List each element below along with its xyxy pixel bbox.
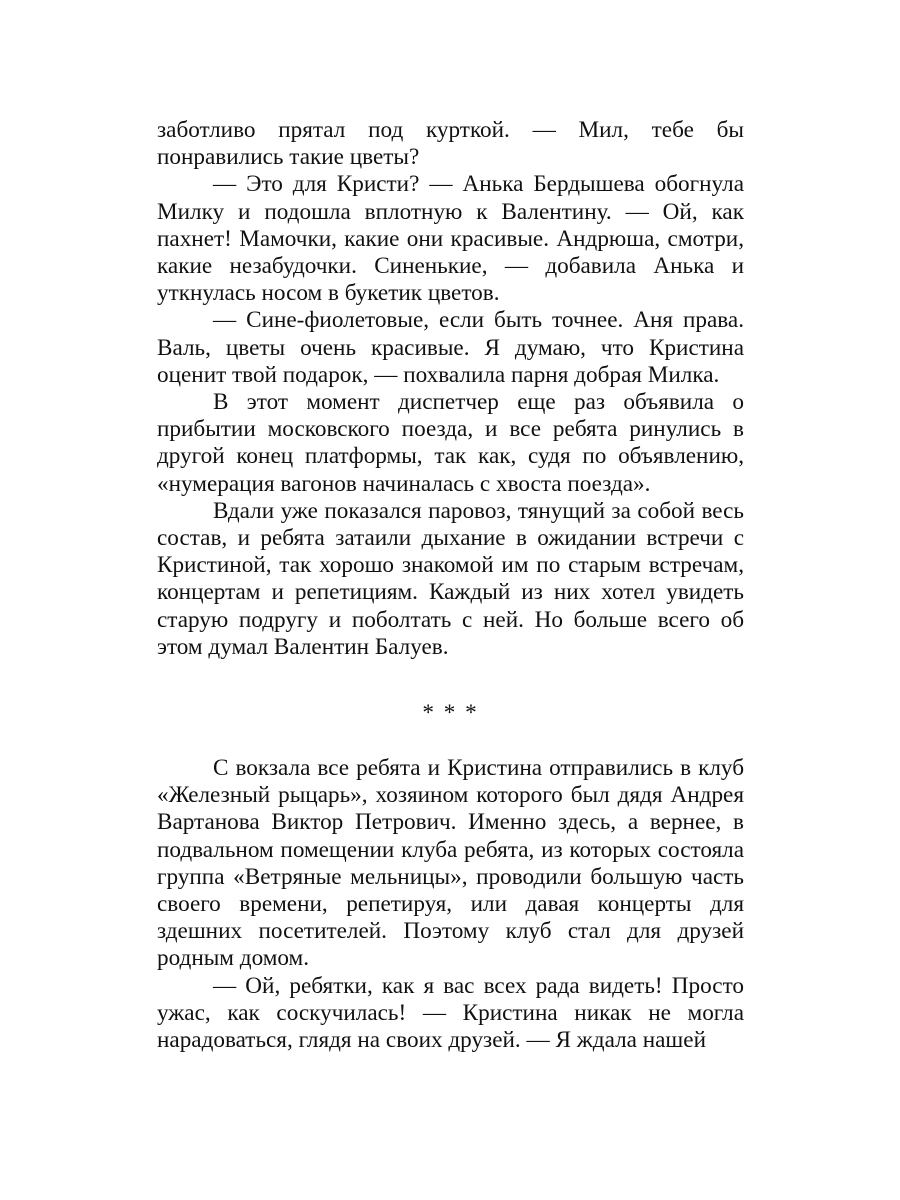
paragraph-continuation: заботливо прятал под курткой. — Мил, тебе бы понравились такие цветы? <box>157 117 744 171</box>
paragraph-dialogue-milka: — Сине-фиолетовые, если быть точнее. Аня права. Валь, цветы очень красивые. Я думаю, что Кристина оценит твой подарок, — похвалила парня добрая Милка. <box>157 307 744 388</box>
paragraph-dialogue-kristina: — Ой, ребятки, как я вас всех рада видеть! Просто ужас, как соскучилась! — Кристина никак не могла нарадоваться, глядя на своих друзей. — Я ждала нашей <box>157 972 744 1054</box>
text-section-1 <box>157 117 744 661</box>
paragraph-announcement: В этот момент диспетчер еще раз объявила о прибытии московского поезда, и все ребята ринулись в другой конец платформы, так как, судя по объявлению, «нумерация вагонов начиналась с хвоста поезда». <box>157 389 744 497</box>
section-separator: * * * <box>422 700 479 726</box>
paragraph-club: С вокзала все ребята и Кристина отправились в клуб «Железный рыцарь», хозяином которого был дядя Андрея Вартанова Виктор Петрович. Именно здесь, а вернее, в подвальном помещении клуба ребята, из которых состояла группа «Ветряные мельницы», проводили большую часть своего времени, репетируя, или давая концерты для здешних посетителей. Поэтому клуб стал для друзей родным домом. <box>157 755 744 972</box>
text-section-2 <box>157 755 744 1054</box>
paragraph-train-arrival: Вдали уже показался паровоз, тянущий за собой весь состав, и ребята затаили дыхание в ожидании встречи с Кристиной, так хорошо знакомой им по старым встречам, концертам и репетициям. Каждый из них хотел увидеть старую подругу и поболтать с ней. Но больше всего об этом думал Валентин Балуев. <box>157 497 744 660</box>
paragraph-dialogue-anka: — Это для Кристи? — Анька Бердышева обогнула Милку и подошла вплотную к Валентину. — Ой, как пахнет! Мамочки, какие они красивые. Андрюша, смотри, какие незабудочки. Синенькие, — добавила Анька и уткнулась носом в букетик цветов. <box>157 171 744 307</box>
